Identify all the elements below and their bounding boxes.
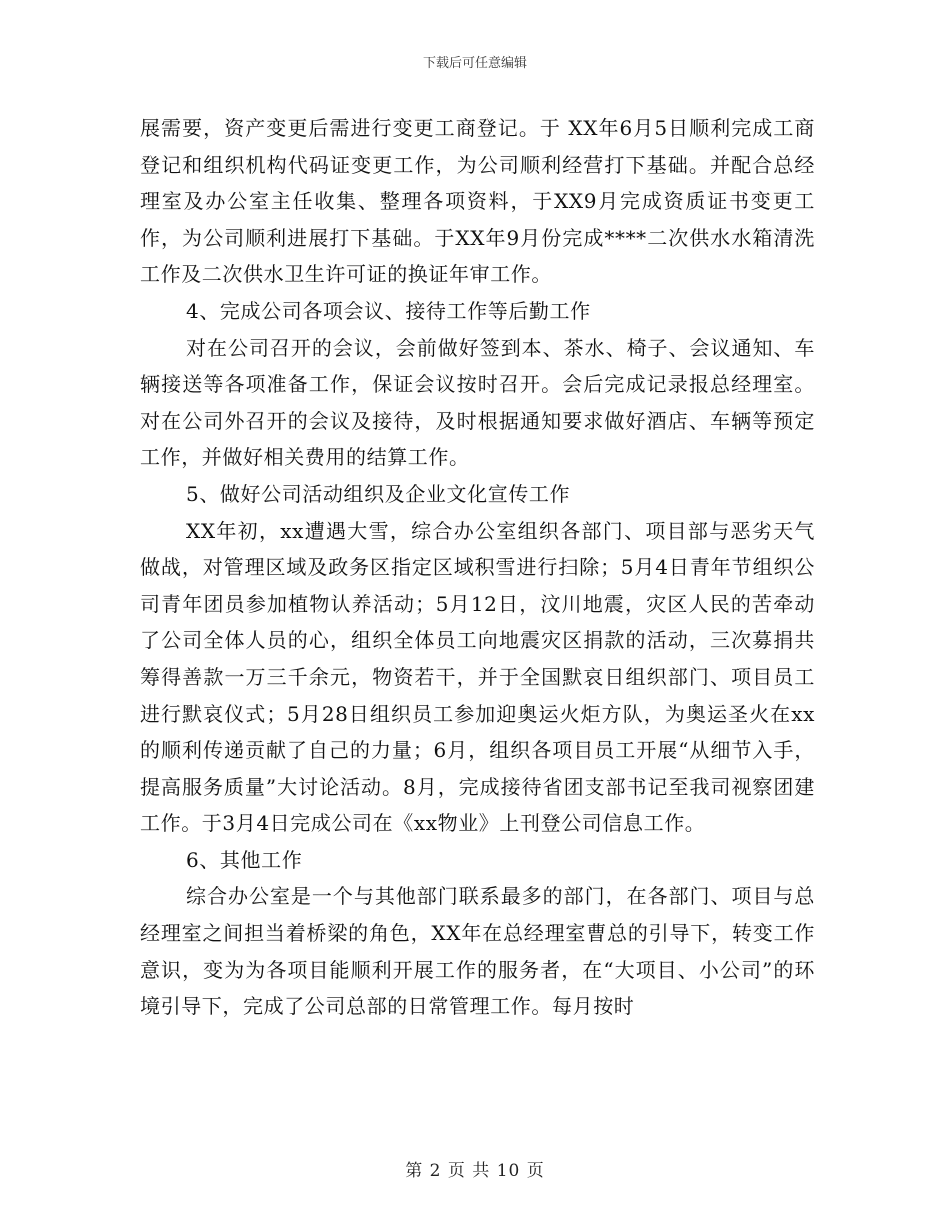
paragraph-asset-change: 展需要，资产变更后需进行变更工商登记。于 XX年6月5日顺利完成工商登记和组织机构代码证变更工作，为公司顺利经营打下基础。并配合总经理室及办公室主任收集、整理各项资料，于XX9月完成资质证书变更工作，为公司顺利进展打下基础。于XX年9月份完成****二次供水水箱清洗工作及二次供水卫生许可证的换证年审工作。	[140, 116, 815, 287]
section-heading-activities: 5、做好公司活动组织及企业文化宣传工作	[186, 481, 571, 506]
page-number-footer: 第 2 页 共 10 页	[405, 1161, 545, 1181]
paragraph-meetings: 对在公司召开的会议，会前做好签到本、茶水、椅子、会议通知、车辆接送等各项准备工作，保证会议按时召开。会后完成记录报总经理室。对在公司外召开的会议及接待，及时根据通知要求做好酒店、车辆等预定工作，并做好相关费用的结算工作。	[140, 335, 815, 470]
section-heading-other-work: 6、其他工作	[186, 847, 303, 872]
section-heading-meetings: 4、完成公司各项会议、接待工作等后勤工作	[186, 298, 591, 323]
page-header-note: 下载后可任意编辑	[422, 56, 527, 71]
paragraph-other-work: 综合办公室是一个与其他部门联系最多的部门，在各部门、项目与总经理室之间担当着桥梁的角色，XX年在总经理室曹总的引导下，转变工作意识，变为为各项目能顺利开展工作的服务者，在“大项目、小公司”的环境引导下，完成了公司总部的日常管理工作。每月按时	[140, 884, 815, 1019]
document-body	[140, 110, 815, 1025]
paragraph-activities: XX年初，xx遭遇大雪，综合办公室组织各部门、项目部与恶劣天气做战，对管理区域及政务区指定区域积雪进行扫除；5月4日青年节组织公司青年团员参加植物认养活动；5月12日，汶川地震，灾区人民的苦牵动了公司全体人员的心，组织全体员工向地震灾区捐款的活动，三次募捐共筹得善款一万三千余元，物资若干，并于全国默哀日组织部门、项目员工进行默哀仪式；5月28日组织员工参加迎奥运火炬方队，为奥运圣火在xx的顺利传递贡献了自己的力量；6月，组织各项目员工开展“从细节入手，提高服务质量”大讨论活动。8月，完成接待省团支部书记至我司视察团建工作。于3月4日完成公司在《xx物业》上刊登公司信息工作。	[140, 518, 815, 836]
